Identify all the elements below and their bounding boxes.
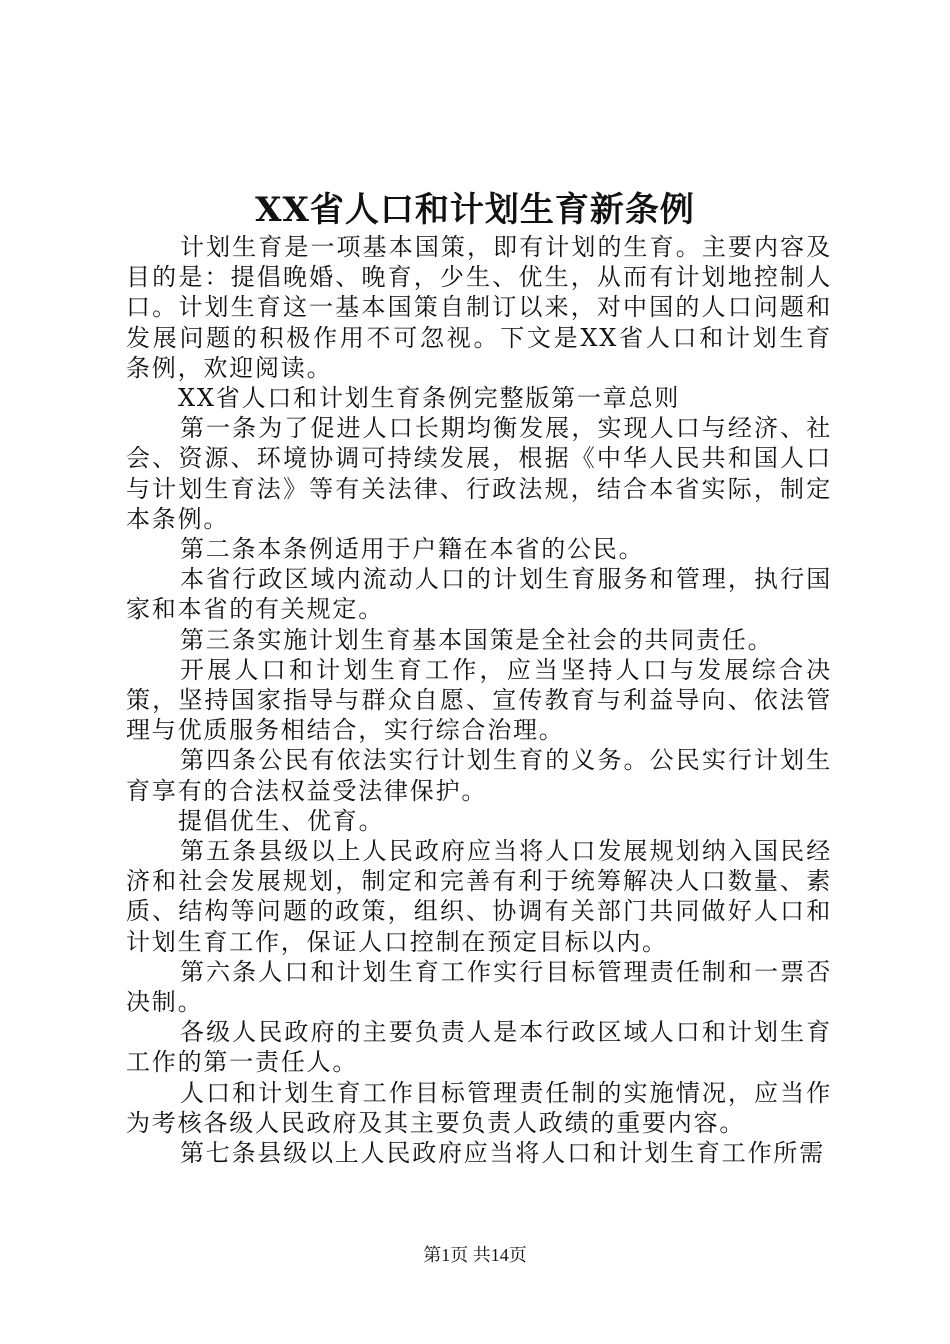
paragraph-article-4-clause: 提倡优生、优育。 — [178, 806, 385, 835]
paragraph-intro: 计划生育是一项基本国策，即有计划的生育。主要内容及目的是：提倡晚婚、晚育，少生、优生，从而有计划地控制人口。计划生育这一基本国策自制订以来，对中国的人口问题和发展问题的积极作用不可忽视。下文是XX省人口和计划生育条例，欢迎阅读。 — [126, 233, 832, 382]
paragraph-article-3: 第三条实施计划生育基本国策是全社会的共同责任。 — [180, 625, 774, 654]
document-title: XX省人口和计划生育新条例 — [255, 190, 695, 230]
document-body — [126, 232, 832, 1168]
paragraph-article-5: 第五条县级以上人民政府应当将人口发展规划纳入国民经济和社会发展规划，制定和完善有利于统筹解决人口数量、素质、结构等问题的政策，组织、协调有关部门共同做好人口和计划生育工作，保证人口控制在预定目标以内。 — [126, 837, 832, 956]
paragraph-article-6-clause-2: 人口和计划生育工作目标管理责任制的实施情况，应当作为考核各级人民政府及其主要负责人政绩的重要内容。 — [126, 1078, 832, 1137]
paragraph-chapter-heading: XX省人口和计划生育条例完整版第一章总则 — [178, 384, 681, 413]
paragraph-article-7: 第七条县级以上人民政府应当将人口和计划生育工作所需 — [180, 1139, 825, 1168]
paragraph-article-6: 第六条人口和计划生育工作实行目标管理责任制和一票否决制。 — [126, 957, 832, 1017]
paragraph-article-3-clause: 开展人口和计划生育工作，应当坚持人口与发展综合决策，坚持国家指导与群众自愿、宣传教育与利益导向、依法管理与优质服务相结合，实行综合治理。 — [126, 655, 832, 745]
paragraph-article-1: 第一条为了促进人口长期均衡发展，实现人口与经济、社会、资源、环境协调可持续发展，根据《中华人民共和国人口与计划生育法》等有关法律、行政法规，结合本省实际，制定本条例。 — [126, 414, 832, 533]
paragraph-article-2-clause: 本省行政区域内流动人口的计划生育服务和管理，执行国家和本省的有关规定。 — [126, 565, 832, 624]
paragraph-article-2: 第二条本条例适用于户籍在本省的公民。 — [180, 535, 645, 564]
page-number-footer: 第1页 共14页 — [423, 1245, 527, 1265]
paragraph-article-6-clause-1: 各级人民政府的主要负责人是本行政区域人口和计划生育工作的第一责任人。 — [126, 1018, 832, 1077]
paragraph-article-4: 第四条公民有依法实行计划生育的义务。公民实行计划生育享有的合法权益受法律保护。 — [126, 746, 832, 805]
